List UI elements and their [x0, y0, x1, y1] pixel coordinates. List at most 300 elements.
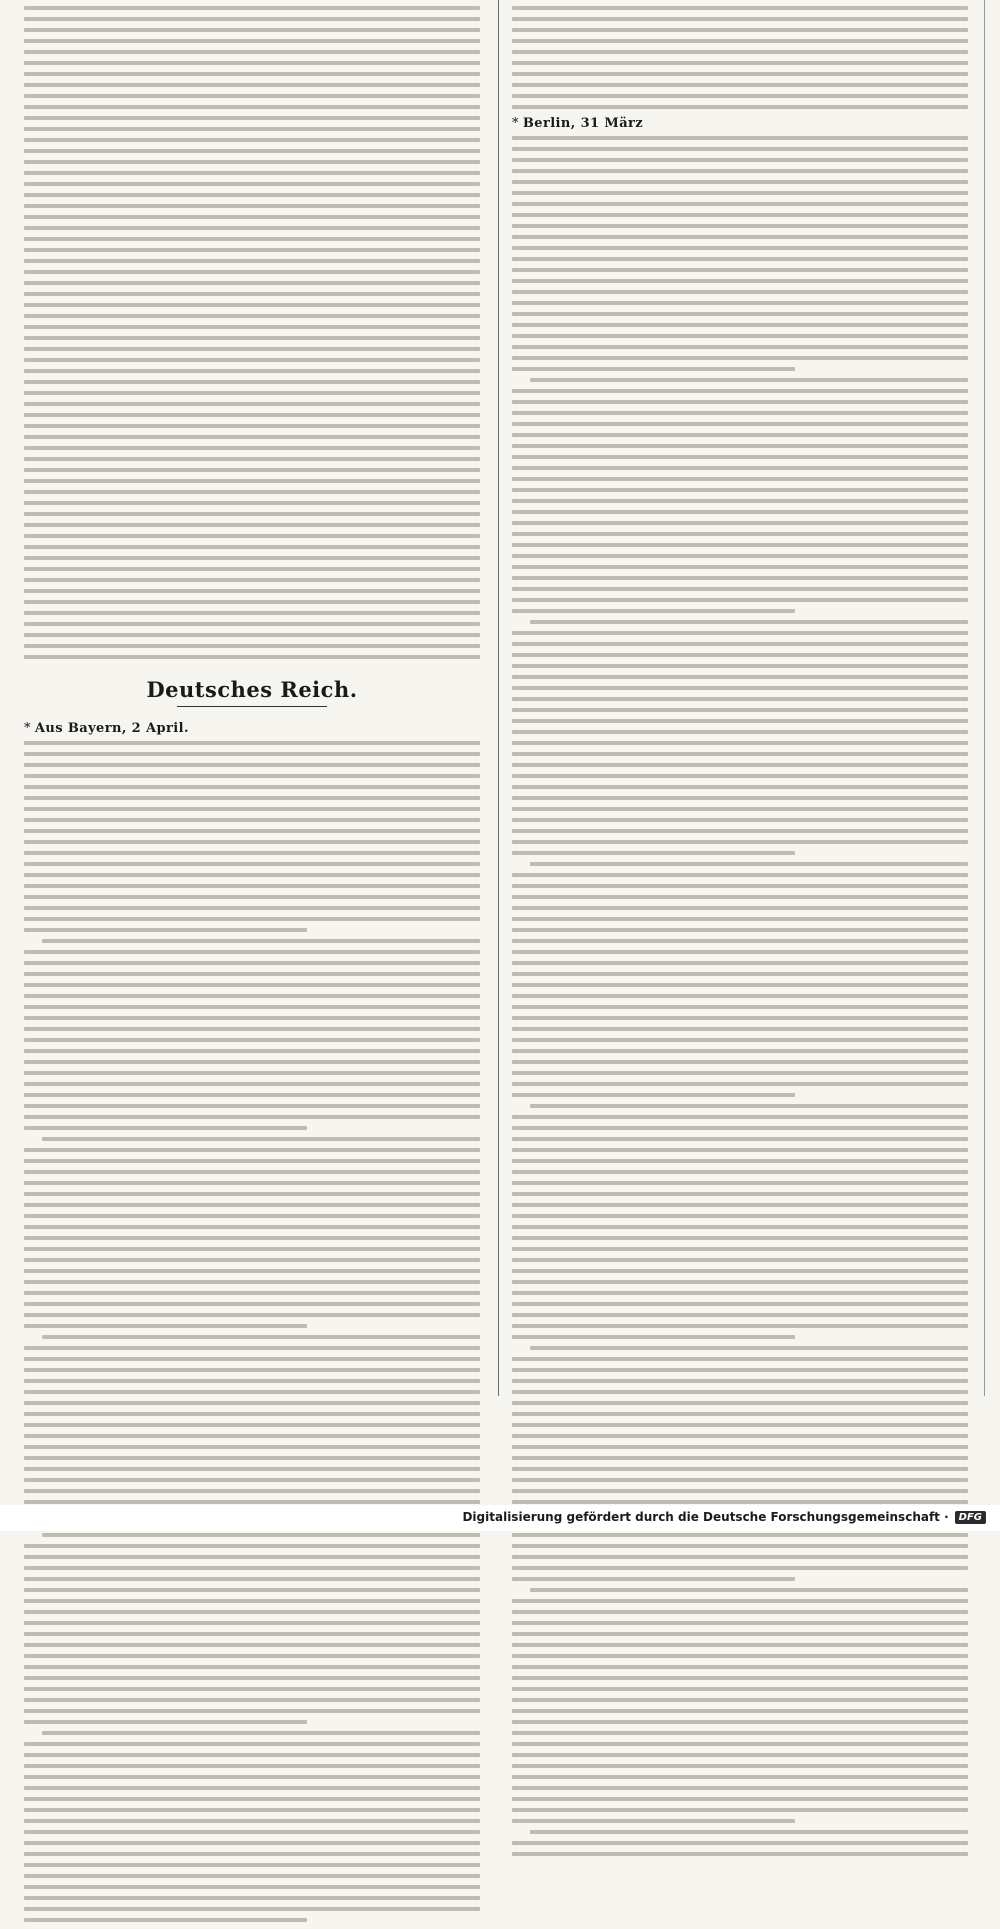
text-line-placeholder [24, 1907, 480, 1911]
text-line-placeholder [24, 884, 480, 888]
text-line-placeholder [512, 290, 968, 294]
text-line-placeholder [512, 961, 968, 965]
text-line-placeholder [24, 1863, 480, 1867]
text-line-placeholder [24, 1423, 480, 1427]
text-line-placeholder [512, 1379, 968, 1383]
text-line-placeholder [24, 270, 480, 274]
text-line-placeholder [24, 633, 480, 637]
text-line-placeholder [24, 1027, 480, 1031]
text-line-placeholder [24, 1555, 480, 1559]
text-line-placeholder [24, 928, 307, 932]
left-column [24, 0, 480, 1929]
text-line-placeholder [512, 257, 968, 261]
text-line-placeholder [512, 488, 968, 492]
text-line-placeholder [512, 1423, 968, 1427]
text-line-placeholder [512, 1764, 968, 1768]
text-line-placeholder [24, 1599, 480, 1603]
text-line-placeholder [24, 105, 480, 109]
text-line-placeholder [512, 1610, 968, 1614]
text-line-placeholder [24, 402, 480, 406]
text-line-placeholder [512, 1225, 968, 1229]
text-line-placeholder [512, 169, 968, 173]
text-line-placeholder [24, 1313, 480, 1317]
text-line-placeholder [24, 622, 480, 626]
text-line-placeholder [24, 248, 480, 252]
text-line-placeholder [24, 501, 480, 505]
text-line-placeholder [512, 1500, 968, 1504]
text-line-placeholder [512, 1148, 968, 1152]
text-line-placeholder [512, 50, 968, 54]
article-text-berlin [512, 136, 968, 1856]
text-line-placeholder [512, 774, 968, 778]
text-line-placeholder [512, 411, 968, 415]
text-line-placeholder [512, 719, 968, 723]
text-line-placeholder [24, 1049, 480, 1053]
text-line-placeholder [24, 1577, 480, 1581]
text-line-placeholder [512, 6, 968, 10]
text-line-placeholder [530, 1588, 968, 1592]
text-line-placeholder [512, 1687, 968, 1691]
text-line-placeholder [512, 1181, 968, 1185]
text-line-placeholder [24, 1764, 480, 1768]
text-line-placeholder [512, 840, 968, 844]
text-line-placeholder [512, 1005, 968, 1009]
text-line-placeholder [512, 1390, 968, 1394]
text-line-placeholder [24, 829, 480, 833]
text-line-placeholder [24, 644, 480, 648]
text-line-placeholder [24, 149, 480, 153]
text-line-placeholder [24, 380, 480, 384]
footer-credit [462, 1510, 986, 1524]
text-line-placeholder [512, 1544, 968, 1548]
text-line-placeholder [24, 1808, 480, 1812]
text-line-placeholder [512, 105, 968, 109]
text-line-placeholder [24, 1434, 480, 1438]
text-line-placeholder [24, 490, 480, 494]
text-line-placeholder [512, 389, 968, 393]
text-line-placeholder [512, 1434, 968, 1438]
text-line-placeholder [512, 136, 968, 140]
text-line-placeholder [24, 281, 480, 285]
text-line-placeholder [24, 972, 480, 976]
text-line-placeholder [24, 1104, 480, 1108]
text-line-placeholder [24, 336, 480, 340]
text-line-placeholder [512, 510, 968, 514]
text-line-placeholder [512, 1819, 795, 1823]
text-line-placeholder [24, 895, 480, 899]
text-line-placeholder [24, 950, 480, 954]
text-line-placeholder [512, 609, 795, 613]
text-line-placeholder [512, 554, 968, 558]
text-line-placeholder [24, 1775, 480, 1779]
text-line-placeholder [512, 565, 968, 569]
text-line-placeholder [24, 1236, 480, 1240]
text-line-placeholder [24, 1621, 480, 1625]
text-line-placeholder [512, 202, 968, 206]
text-line-placeholder [512, 884, 968, 888]
text-line-placeholder [24, 347, 480, 351]
text-line-placeholder [512, 1720, 968, 1724]
text-line-placeholder [512, 39, 968, 43]
text-line-placeholder [24, 1159, 480, 1163]
text-line-placeholder [512, 1280, 968, 1284]
text-line-placeholder [512, 917, 968, 921]
text-line-placeholder [512, 466, 968, 470]
text-line-placeholder [24, 545, 480, 549]
text-line-placeholder [24, 1390, 480, 1394]
text-line-placeholder [512, 686, 968, 690]
text-line-placeholder [24, 1016, 480, 1020]
text-line-placeholder [512, 400, 968, 404]
text-line-placeholder [512, 1566, 968, 1570]
text-line-placeholder [24, 862, 480, 866]
text-line-placeholder [24, 479, 480, 483]
text-line-placeholder [512, 1082, 968, 1086]
page-edge-rule [984, 0, 985, 1396]
text-line-placeholder [512, 1445, 968, 1449]
text-line-placeholder [512, 1412, 968, 1416]
text-line-placeholder [512, 1313, 968, 1317]
text-line-placeholder [512, 1808, 968, 1812]
text-line-placeholder [512, 1731, 968, 1735]
text-line-placeholder [24, 193, 480, 197]
text-line-placeholder [512, 477, 968, 481]
text-line-placeholder [24, 1412, 480, 1416]
text-line-placeholder [512, 1038, 968, 1042]
text-line-placeholder [512, 28, 968, 32]
text-line-placeholder [512, 1071, 968, 1075]
text-line-placeholder [512, 543, 968, 547]
text-line-placeholder [24, 655, 480, 659]
text-line-placeholder [24, 1060, 480, 1064]
text-line-placeholder [24, 1126, 307, 1130]
text-line-placeholder [24, 1665, 480, 1669]
text-line-placeholder [512, 1137, 968, 1141]
text-line-placeholder [24, 818, 480, 822]
text-line-placeholder [512, 1269, 968, 1273]
text-line-placeholder [512, 829, 968, 833]
text-line-placeholder [512, 1775, 968, 1779]
text-line-placeholder [512, 521, 968, 525]
text-line-placeholder [24, 523, 480, 527]
text-line-placeholder [512, 323, 968, 327]
text-line-placeholder [512, 818, 968, 822]
text-line-placeholder [24, 369, 480, 373]
text-line-placeholder [512, 664, 968, 668]
text-line-placeholder [42, 1137, 480, 1141]
text-line-placeholder [512, 708, 968, 712]
text-line-placeholder [512, 598, 968, 602]
text-line-placeholder [512, 1599, 968, 1603]
text-line-placeholder [512, 1753, 968, 1757]
dateline-marker: * [24, 721, 31, 736]
text-line-placeholder [24, 1291, 480, 1295]
text-line-placeholder [512, 1555, 968, 1559]
text-line-placeholder [512, 1368, 968, 1372]
text-line-placeholder [512, 807, 968, 811]
text-line-placeholder [512, 1654, 968, 1658]
text-line-placeholder [512, 1456, 968, 1460]
text-line-placeholder [24, 1071, 480, 1075]
text-line-placeholder [24, 468, 480, 472]
text-line-placeholder [512, 653, 968, 657]
text-line-placeholder [512, 675, 968, 679]
text-line-placeholder [24, 138, 480, 142]
text-line-placeholder [512, 1621, 968, 1625]
text-line-placeholder [512, 312, 968, 316]
text-line-placeholder [24, 1610, 480, 1614]
text-line-placeholder [512, 752, 968, 756]
text-line-placeholder [24, 611, 480, 615]
text-line-placeholder [24, 1082, 480, 1086]
text-line-placeholder [42, 1335, 480, 1339]
text-line-placeholder [24, 851, 480, 855]
text-line-placeholder [24, 906, 480, 910]
text-line-placeholder [512, 1478, 968, 1482]
text-line-placeholder [24, 1797, 480, 1801]
text-line-placeholder [24, 1654, 480, 1658]
text-line-placeholder [512, 83, 968, 87]
text-line-placeholder [512, 444, 968, 448]
text-line-placeholder [530, 1104, 968, 1108]
text-line-placeholder [24, 1247, 480, 1251]
text-line-placeholder [24, 785, 480, 789]
text-line-placeholder [512, 741, 968, 745]
text-line-placeholder [512, 1247, 968, 1251]
text-line-placeholder [24, 237, 480, 241]
article-text-continued [24, 0, 480, 659]
text-line-placeholder [24, 204, 480, 208]
text-line-placeholder [512, 235, 968, 239]
text-line-placeholder [24, 303, 480, 307]
text-line-placeholder [24, 1324, 307, 1328]
text-line-placeholder [24, 1445, 480, 1449]
text-line-placeholder [24, 1786, 480, 1790]
text-line-placeholder [512, 851, 795, 855]
text-line-placeholder [24, 1093, 480, 1097]
text-line-placeholder [24, 1225, 480, 1229]
text-line-placeholder [512, 785, 968, 789]
text-line-placeholder [512, 1357, 968, 1361]
text-line-placeholder [512, 1742, 968, 1746]
text-line-placeholder [512, 246, 968, 250]
text-line-placeholder [24, 182, 480, 186]
text-line-placeholder [512, 642, 968, 646]
text-line-placeholder [24, 39, 480, 43]
text-line-placeholder [24, 435, 480, 439]
text-line-placeholder [512, 147, 968, 151]
text-line-placeholder [24, 600, 480, 604]
text-line-placeholder [512, 334, 968, 338]
text-line-placeholder [512, 1027, 968, 1031]
text-line-placeholder [24, 160, 480, 164]
text-line-placeholder [512, 1533, 968, 1537]
text-line-placeholder [24, 1500, 480, 1504]
text-line-placeholder [24, 94, 480, 98]
text-line-placeholder [512, 1643, 968, 1647]
text-line-placeholder [42, 1533, 480, 1537]
text-line-placeholder [24, 1368, 480, 1372]
text-line-placeholder [512, 1489, 968, 1493]
footer-credit-text: Digitalisierung gefördert durch die Deutsche Forschungsgemeinschaft · [462, 1510, 949, 1524]
text-line-placeholder [24, 796, 480, 800]
text-line-placeholder [512, 1467, 968, 1471]
text-line-placeholder [24, 578, 480, 582]
text-line-placeholder [24, 1170, 480, 1174]
text-line-placeholder [24, 807, 480, 811]
text-line-placeholder [512, 1676, 968, 1680]
text-line-placeholder [24, 1566, 480, 1570]
text-line-placeholder [512, 730, 968, 734]
text-line-placeholder [24, 1192, 480, 1196]
text-line-placeholder [24, 292, 480, 296]
text-line-placeholder [530, 1830, 968, 1834]
text-line-placeholder [24, 259, 480, 263]
text-line-placeholder [512, 94, 968, 98]
text-line-placeholder [24, 556, 480, 560]
text-line-placeholder [42, 1731, 480, 1735]
text-line-placeholder [512, 1709, 968, 1713]
text-line-placeholder [512, 895, 968, 899]
text-line-placeholder [512, 1335, 795, 1339]
text-line-placeholder [24, 752, 480, 756]
text-line-placeholder [24, 1720, 307, 1724]
text-line-placeholder [24, 763, 480, 767]
text-line-placeholder [24, 325, 480, 329]
text-line-placeholder [24, 116, 480, 120]
text-line-placeholder [24, 1302, 480, 1306]
text-line-placeholder [24, 1841, 480, 1845]
text-line-placeholder [512, 1060, 968, 1064]
text-line-placeholder [512, 1291, 968, 1295]
text-line-placeholder [24, 1874, 480, 1878]
text-line-placeholder [24, 1005, 480, 1009]
column-divider [498, 0, 499, 1396]
text-line-placeholder [24, 28, 480, 32]
text-line-placeholder [512, 61, 968, 65]
text-line-placeholder [24, 72, 480, 76]
text-line-placeholder [24, 741, 480, 745]
text-line-placeholder [24, 1038, 480, 1042]
dateline-berlin [512, 116, 968, 131]
text-line-placeholder [512, 72, 968, 76]
text-line-placeholder [24, 1885, 480, 1889]
text-line-placeholder [512, 1049, 968, 1053]
text-line-placeholder [512, 1258, 968, 1262]
text-line-placeholder [512, 1214, 968, 1218]
text-line-placeholder [24, 1819, 480, 1823]
text-line-placeholder [530, 620, 968, 624]
text-line-placeholder [24, 589, 480, 593]
text-line-placeholder [24, 534, 480, 538]
text-line-placeholder [24, 171, 480, 175]
text-line-placeholder [24, 1896, 480, 1900]
text-line-placeholder [512, 345, 968, 349]
text-line-placeholder [24, 457, 480, 461]
text-line-placeholder [512, 1203, 968, 1207]
text-line-placeholder [512, 1852, 968, 1856]
text-line-placeholder [24, 1258, 480, 1262]
text-line-placeholder [512, 1236, 968, 1240]
text-line-placeholder [512, 532, 968, 536]
text-line-placeholder [24, 961, 480, 965]
text-line-placeholder [24, 983, 480, 987]
text-line-placeholder [512, 1302, 968, 1306]
text-line-placeholder [512, 1324, 968, 1328]
heading-underline [177, 706, 327, 707]
text-line-placeholder [24, 226, 480, 230]
text-line-placeholder [512, 1797, 968, 1801]
text-line-placeholder [512, 906, 968, 910]
text-line-placeholder [24, 1830, 480, 1834]
text-line-placeholder [512, 356, 968, 360]
text-line-placeholder [24, 446, 480, 450]
text-line-placeholder [24, 1687, 480, 1691]
text-line-placeholder [530, 378, 968, 382]
text-line-placeholder [512, 1170, 968, 1174]
text-line-placeholder [512, 422, 968, 426]
text-line-placeholder [24, 1632, 480, 1636]
text-line-placeholder [512, 939, 968, 943]
text-line-placeholder [24, 774, 480, 778]
text-line-placeholder [512, 972, 968, 976]
text-line-placeholder [24, 1346, 480, 1350]
text-line-placeholder [24, 1742, 480, 1746]
text-line-placeholder [24, 1115, 480, 1119]
text-line-placeholder [512, 158, 968, 162]
text-line-placeholder [512, 1698, 968, 1702]
text-line-placeholder [24, 1467, 480, 1471]
text-line-placeholder [512, 180, 968, 184]
text-line-placeholder [512, 587, 968, 591]
text-line-placeholder [512, 213, 968, 217]
text-line-placeholder [24, 994, 480, 998]
text-line-placeholder [512, 928, 968, 932]
text-line-placeholder [24, 1401, 480, 1405]
text-line-placeholder [24, 1478, 480, 1482]
dateline-marker: * [512, 116, 519, 131]
article-text-bayern [24, 741, 480, 1922]
text-line-placeholder [512, 301, 968, 305]
text-line-placeholder [24, 1709, 480, 1713]
text-line-placeholder [512, 224, 968, 228]
text-line-placeholder [24, 1588, 480, 1592]
text-line-placeholder [512, 1577, 795, 1581]
text-line-placeholder [512, 1126, 968, 1130]
text-line-placeholder [512, 433, 968, 437]
text-line-placeholder [512, 631, 968, 635]
text-line-placeholder [24, 358, 480, 362]
text-line-placeholder [24, 83, 480, 87]
text-line-placeholder [512, 499, 968, 503]
text-line-placeholder [512, 763, 968, 767]
text-line-placeholder [24, 1456, 480, 1460]
text-line-placeholder [512, 191, 968, 195]
text-line-placeholder [512, 576, 968, 580]
text-line-placeholder [512, 1632, 968, 1636]
text-line-placeholder [512, 17, 968, 21]
text-line-placeholder [42, 939, 480, 943]
article-text-continued-right [512, 0, 968, 109]
text-line-placeholder [24, 215, 480, 219]
text-line-placeholder [24, 1181, 480, 1185]
newspaper-page [12, 0, 974, 1505]
text-line-placeholder [512, 1665, 968, 1669]
text-line-placeholder [24, 1753, 480, 1757]
text-line-placeholder [24, 127, 480, 131]
right-column [512, 0, 968, 1863]
text-line-placeholder [512, 983, 968, 987]
